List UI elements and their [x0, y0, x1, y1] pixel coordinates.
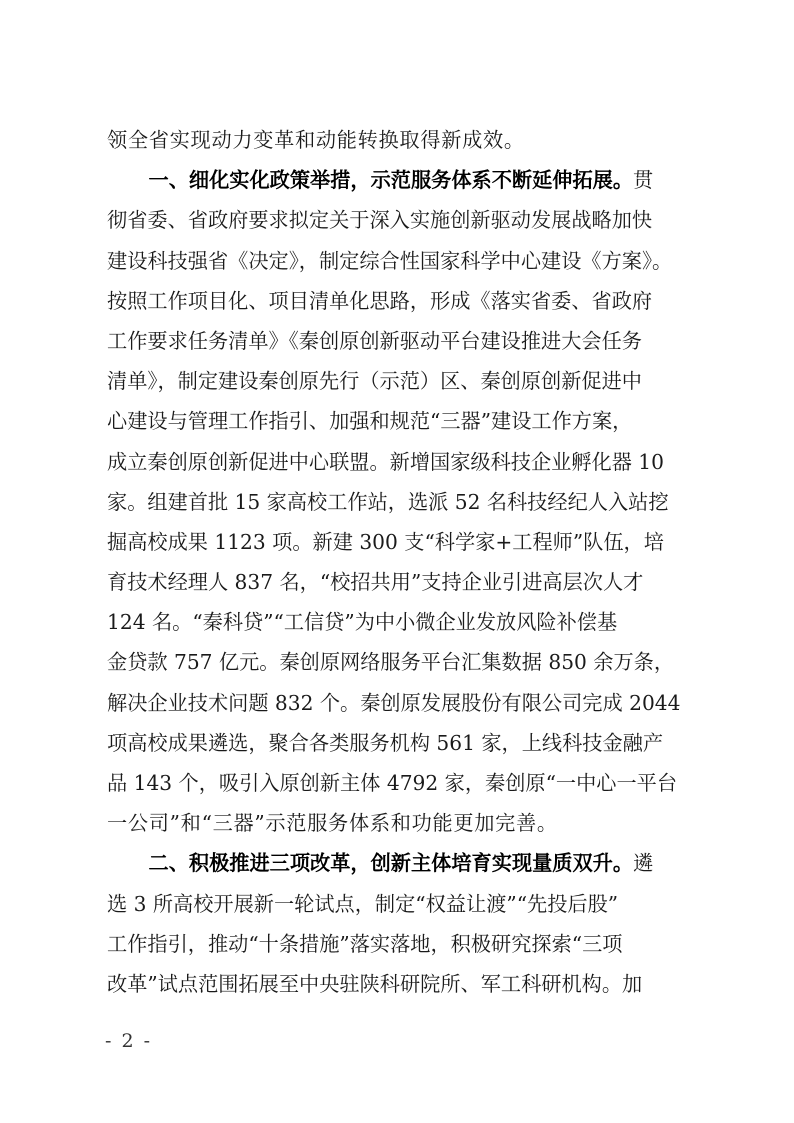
- text-line: 领全省实现动力变革和动能转换取得新成效。: [107, 128, 525, 152]
- text-line: 育技术经理人 837 名，“校招共用”支持企业引进高层次人才: [107, 570, 644, 595]
- text-line: 心建设与管理工作指引、加强和规范“三器”建设工作方案，: [107, 409, 633, 434]
- text-line: 124 名。“秦科贷”“工信贷”为中小微企业发放风险补偿基: [107, 610, 618, 635]
- text-line: 工作指引，推动“十条措施”落实落地，积极研究探索“三项: [107, 931, 623, 956]
- text-line: 掘高校成果 1123 项。新建 300 支“科学家+工程师”队伍，培: [107, 529, 664, 554]
- page-number: - 2 -: [105, 1030, 153, 1052]
- text-line: 家。组建首批 15 家高校工作站，选派 52 名科技经纪人入站挖: [107, 489, 669, 514]
- section-heading: 一、细化实化政策举措，示范服务体系不断延伸拓展。: [148, 168, 634, 193]
- section-heading: 二、积极推进三项改革，创新主体培育实现量质双升。: [148, 851, 634, 876]
- text-line: 金贷款 757 亿元。秦创原网络服务平台汇集数据 850 余万条，: [107, 650, 675, 675]
- text-line: 成立秦创原创新促进中心联盟。新增国家级科技企业孵化器 10: [107, 449, 664, 474]
- text-line: 按照工作项目化、项目清单化思路，形成《落实省委、省政府: [107, 288, 653, 313]
- text-line: 建设科技强省《决定》，制定综合性国家科学中心建设《方案》。: [107, 248, 673, 273]
- text-line: 一公司”和“三器”示范服务体系和功能更加完善。: [107, 811, 558, 836]
- document-body: [107, 120, 689, 1004]
- section-heading-line: [107, 160, 689, 200]
- heading-tail-text: 贯: [633, 168, 654, 193]
- text-line: 品 143 个，吸引入原创新主体 4792 家，秦创原“一中心一平台: [107, 771, 678, 795]
- text-line: 工作要求任务清单》《秦创原创新驱动平台建设推进大会任务: [107, 328, 642, 353]
- text-line: 彻省委、省政府要求拟定关于深入实施创新驱动发展战略加快: [107, 208, 653, 233]
- text-line: 项高校成果遴选，聚合各类服务机构 561 家，上线科技金融产: [107, 730, 664, 755]
- text-line: 清单》，制定建设秦创原先行（示范）区、秦创原创新促进中: [107, 369, 642, 394]
- section-heading-line: [107, 843, 689, 883]
- text-line: 选 3 所高校开展新一轮试点，制定“权益让渡”“先投后股”: [107, 891, 619, 916]
- text-line: 解决企业技术问题 832 个。秦创原发展股份有限公司完成 2044: [107, 690, 681, 715]
- text-line: 改革”试点范围拓展至中央驻陕科研院所、军工科研机构。加: [107, 971, 643, 996]
- heading-tail-text: 遴: [633, 851, 654, 876]
